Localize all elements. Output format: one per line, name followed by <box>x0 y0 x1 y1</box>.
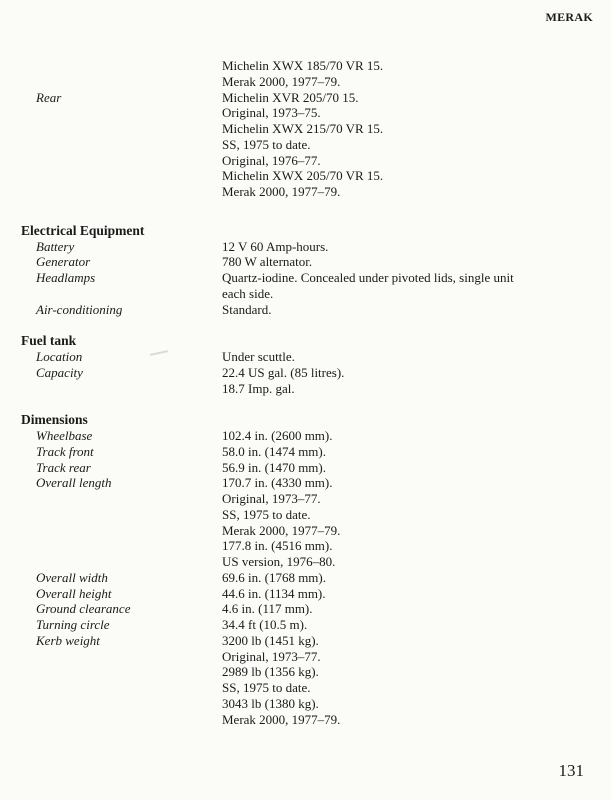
spec-row <box>0 137 611 153</box>
ground-clearance-value: 4.6 in. (117 mm). <box>222 601 313 617</box>
spec-row <box>0 270 611 286</box>
spec-row <box>0 239 611 255</box>
location-label: Location <box>36 349 83 364</box>
overall-length-note: US version, 1976–80. <box>222 554 336 569</box>
spec-row <box>0 570 611 586</box>
section-heading-row <box>0 333 611 349</box>
spec-row <box>0 523 611 539</box>
wheelbase-value: 102.4 in. (2600 mm). <box>222 428 333 443</box>
ground-clearance-label: Ground clearance <box>36 601 131 617</box>
rear-note: Original, 1976–77. <box>222 152 321 168</box>
spec-row <box>0 428 611 444</box>
spec-row <box>0 286 611 302</box>
spec-row <box>0 601 611 617</box>
tyre-front-value: Michelin XWX 185/70 VR 15. <box>222 58 384 73</box>
overall-width-label: Overall width <box>36 569 108 585</box>
spec-row <box>0 184 611 200</box>
spec-row <box>0 302 611 318</box>
turning-circle-label: Turning circle <box>36 617 110 632</box>
rear-note: Original, 1973–75. <box>222 105 321 121</box>
electrical-heading: Electrical Equipment <box>21 222 145 238</box>
kerb-weight-value: 3200 lb (1451 kg). <box>222 632 319 648</box>
capacity-value-imp: 18.7 Imp. gal. <box>222 380 295 396</box>
rear-value: Michelin XWX 215/70 VR 15. <box>222 121 384 136</box>
capacity-value: 22.4 US gal. (85 litres). <box>222 364 345 380</box>
running-head: MERAK <box>545 10 593 24</box>
spec-row <box>0 554 611 570</box>
overall-length-value: 177.8 in. (4516 mm). <box>222 538 333 554</box>
capacity-label: Capacity <box>36 364 83 380</box>
spec-row <box>0 696 611 712</box>
kerb-weight-note: SS, 1975 to date. <box>222 680 311 695</box>
fuel-heading: Fuel tank <box>21 333 77 349</box>
kerb-weight-label: Kerb weight <box>36 632 100 648</box>
spec-row <box>0 254 611 270</box>
spec-row <box>0 491 611 507</box>
track-rear-value: 56.9 in. (1470 mm). <box>222 459 326 475</box>
spec-row <box>0 633 611 649</box>
section-heading-row <box>0 223 611 239</box>
spec-row <box>0 712 611 728</box>
spec-row <box>0 664 611 680</box>
rear-note: Merak 2000, 1977–79. <box>222 184 341 199</box>
spec-table <box>0 58 611 727</box>
spec-row <box>0 444 611 460</box>
overall-length-value: 170.7 in. (4330 mm). <box>222 475 333 491</box>
track-front-value: 58.0 in. (1474 mm). <box>222 443 326 459</box>
location-value: Under scuttle. <box>222 349 295 364</box>
rear-note: SS, 1975 to date. <box>222 136 311 152</box>
spec-row <box>0 617 611 633</box>
spec-row <box>0 168 611 184</box>
kerb-weight-value: 3043 lb (1380 kg). <box>222 695 319 711</box>
tyre-front-note: Merak 2000, 1977–79. <box>222 73 341 89</box>
aircon-value: Standard. <box>222 301 272 317</box>
spec-row <box>0 105 611 121</box>
spec-row <box>0 475 611 491</box>
spec-row <box>0 538 611 554</box>
battery-value: 12 V 60 Amp-hours. <box>222 238 329 254</box>
dimensions-heading: Dimensions <box>21 412 88 428</box>
overall-width-value: 69.6 in. (1768 mm). <box>222 569 326 585</box>
wheelbase-label: Wheelbase <box>36 428 93 443</box>
kerb-weight-note: Original, 1973–77. <box>222 648 321 664</box>
spec-row <box>0 381 611 397</box>
track-rear-label: Track rear <box>36 459 91 475</box>
spec-row <box>0 349 611 365</box>
turning-circle-value: 34.4 ft (10.5 m). <box>222 617 308 632</box>
spec-row <box>0 90 611 106</box>
spec-row <box>0 74 611 90</box>
spec-row <box>0 586 611 602</box>
spec-row <box>0 680 611 696</box>
overall-height-value: 44.6 in. (1134 mm). <box>222 585 326 601</box>
headlamps-value-cont: each side. <box>222 285 274 301</box>
overall-length-label: Overall length <box>36 475 112 491</box>
spec-row <box>0 365 611 381</box>
headlamps-label: Headlamps <box>36 270 96 285</box>
spec-row <box>0 460 611 476</box>
spec-row <box>0 507 611 523</box>
spec-row <box>0 121 611 137</box>
overall-length-note: Merak 2000, 1977–79. <box>222 522 341 538</box>
spec-row <box>0 153 611 169</box>
overall-height-label: Overall height <box>36 585 112 601</box>
rear-label: Rear <box>36 89 62 105</box>
spec-row <box>0 649 611 665</box>
overall-length-note: SS, 1975 to date. <box>222 506 311 522</box>
overall-length-note: Original, 1973–77. <box>222 491 321 506</box>
headlamps-value: Quartz-iodine. Concealed under pivoted lids, single unit <box>222 270 514 285</box>
rear-value: Michelin XVR 205/70 15. <box>222 89 359 105</box>
kerb-weight-note: Merak 2000, 1977–79. <box>222 711 341 727</box>
aircon-label: Air-conditioning <box>36 301 123 317</box>
generator-value: 780 W alternator. <box>222 254 313 270</box>
page-number: 131 <box>558 761 584 780</box>
generator-label: Generator <box>36 254 91 270</box>
battery-label: Battery <box>36 238 75 254</box>
track-front-label: Track front <box>36 443 94 459</box>
section-heading-row <box>0 412 611 428</box>
spec-row <box>0 58 611 74</box>
kerb-weight-value: 2989 lb (1356 kg). <box>222 664 319 680</box>
rear-value: Michelin XWX 205/70 VR 15. <box>222 168 384 184</box>
